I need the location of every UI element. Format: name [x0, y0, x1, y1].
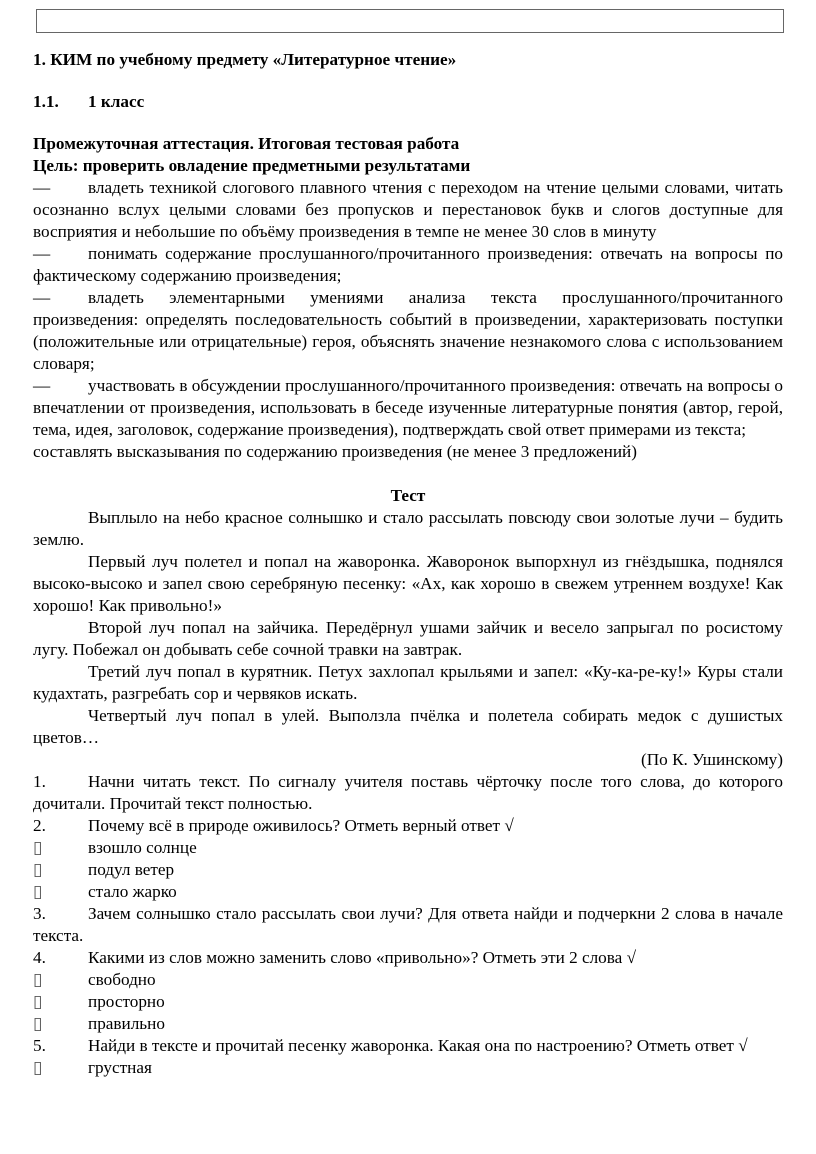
- question-2: 2. Почему всё в природе оживилось? Отметь верный ответ √: [33, 816, 514, 835]
- document-title: 1. КИМ по учебному предмету «Литературное чтение»: [33, 50, 457, 69]
- checkbox-icon[interactable]: ▯: [33, 838, 43, 857]
- dash: —: [33, 376, 51, 395]
- story-paragraph: Выплыло на небо красное солнышко и стало рассылать повсюду свои золотые лучи – будить землю.: [33, 508, 783, 549]
- dash: —: [33, 244, 51, 263]
- section-title: [33, 91, 144, 113]
- section-number: 1.1.: [33, 92, 59, 111]
- checkbox-icon[interactable]: ▯: [33, 970, 43, 989]
- attestation-heading: Промежуточная аттестация. Итоговая тестовая работа: [33, 134, 460, 153]
- question-3: 3. Зачем солнышко стало рассылать свои лучи? Для ответа найди и подчеркни 2 слова в начале текста.: [33, 904, 783, 945]
- checkbox-icon[interactable]: ▯: [33, 882, 43, 901]
- goal-item: — участвовать в обсуждении прослушанного/прочитанного произведения: отвечать на вопросы о впечатлении от произведения, использовать в беседе изученные литературные понятия (автор, герой, тема, идея, заголовок, содержание произведения), подтверждать свой ответ примерами из текста;: [33, 376, 783, 439]
- checkbox-icon[interactable]: ▯: [33, 1014, 43, 1033]
- dash: —: [33, 178, 51, 197]
- answer-option[interactable]: ▯ подул ветер: [33, 860, 175, 879]
- checkbox-icon[interactable]: ▯: [33, 860, 43, 879]
- story-paragraph: Четвертый луч попал в улей. Выползла пчёлка и полетела собирать медок с душистых цветов…: [33, 706, 783, 747]
- checkbox-icon[interactable]: ▯: [33, 992, 43, 1011]
- answer-option[interactable]: ▯ грустная: [33, 1058, 152, 1077]
- question-1: 1. Начни читать текст. По сигналу учителя поставь чёрточку после того слова, до которого дочитали. Прочитай текст полностью.: [33, 772, 783, 813]
- goal-item: — владеть элементарными умениями анализа текста прослушанного/прочитанного произведения: определять последовательность событий в произведении, характеризовать поступки (положительные или отрицательные) героя, объяснять значение незнакомого слова с использованием словаря;: [33, 288, 783, 373]
- goal-heading: Цель: проверить овладение предметными результатами: [33, 156, 471, 175]
- document-body: [33, 133, 783, 1079]
- header-box: [36, 9, 784, 33]
- question-5: 5. Найди в тексте и прочитай песенку жаворонка. Какая она по настроению? Отметь ответ √: [33, 1036, 748, 1055]
- question-4: 4. Какими из слов можно заменить слово «привольно»? Отметь эти 2 слова √: [33, 948, 637, 967]
- story-paragraph: Третий луч попал в курятник. Петух захлопал крыльями и запел: «Ку-ка-ре-ку!» Куры стали кудахтать, разгребать сор и червяков искать.: [33, 662, 783, 703]
- answer-option[interactable]: ▯ взошло солнце: [33, 838, 197, 857]
- goal-item: — понимать содержание прослушанного/прочитанного произведения: отвечать на вопросы по фактическому содержанию произведения;: [33, 244, 783, 285]
- answer-option[interactable]: ▯ свободно: [33, 970, 156, 989]
- test-title: Тест: [390, 486, 426, 505]
- goal-last-line: составлять высказывания по содержанию произведения (не менее 3 предложений): [33, 442, 637, 461]
- checkbox-icon[interactable]: ▯: [33, 1058, 43, 1077]
- section-subtitle: 1 класс: [88, 92, 145, 111]
- story-paragraph: Первый луч полетел и попал на жаворонка. Жаворонок выпорхнул из гнёздышка, поднялся высоко-высоко и запел свою серебряную песенку: «Ах, как хорошо в свежем утреннем воздухе! Как хорошо! Как привольно!»: [33, 552, 783, 615]
- goal-item: — владеть техникой слогового плавного чтения с переходом на чтение целыми словами, читать осознанно вслух целыми словами без пропусков и перестановок букв и слогов доступные для восприятия и небольшие по объёму произведения в темпе не менее 30 слов в минуту: [33, 178, 783, 241]
- answer-option[interactable]: ▯ стало жарко: [33, 882, 177, 901]
- dash: —: [33, 288, 51, 307]
- answer-option[interactable]: ▯ просторно: [33, 992, 165, 1011]
- story-source: (По К. Ушинскому): [641, 750, 783, 769]
- answer-option[interactable]: ▯ правильно: [33, 1014, 165, 1033]
- story-paragraph: Второй луч попал на зайчика. Передёрнул ушами зайчик и весело запрыгал по росистому лугу. Побежал он добывать себе сочной травки на завтрак.: [33, 618, 783, 659]
